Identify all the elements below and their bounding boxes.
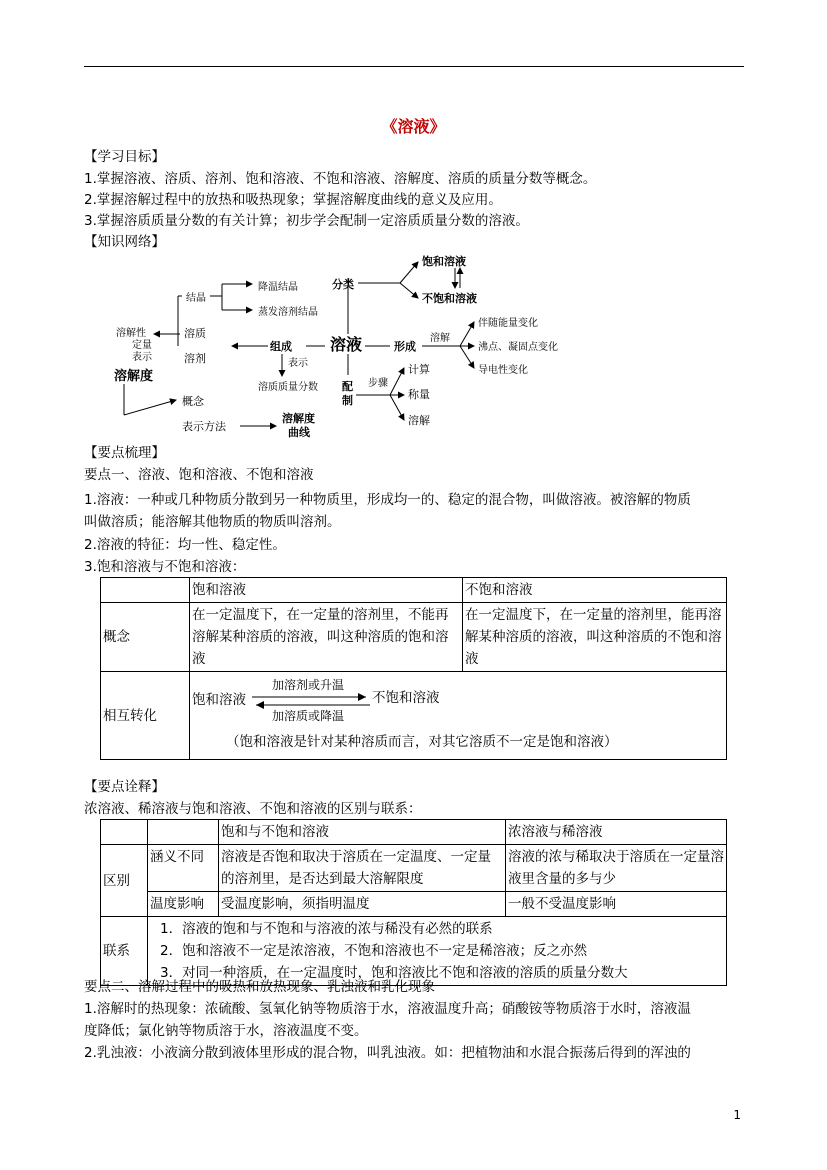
evap-crystal-node: 蒸发溶剂结晶 (258, 307, 318, 318)
center-node: 溶液 (330, 335, 363, 354)
t1-head-empty (101, 578, 190, 603)
energy-node: 伴随能量变化 (478, 318, 538, 329)
t1-concept-saturated: 在一定温度下，在一定量的溶剂里，不能再溶解某种溶质的溶液，叫这种溶质的饱和溶液 (190, 603, 463, 672)
prepare-label-1: 配 (342, 380, 353, 393)
crystal-node: 结晶 (186, 293, 206, 304)
goals-header: 【学习目标】 (84, 149, 165, 165)
solubility-node: 溶解度 (114, 369, 154, 384)
point1-3: 3.饱和溶液与不饱和溶液： (84, 559, 246, 575)
explain-header: 【要点诠释】 (84, 779, 165, 795)
point1-1a: 1.溶液：一种或几种物质分散到另一种物质里，形成均一的、稳定的混合物，叫做溶液。被溶解的物质 (84, 492, 691, 508)
t2-row2-saturation: 受温度影响，须指明温度 (219, 892, 506, 917)
t2-head-empty-1 (101, 820, 148, 845)
t2-link-label: 联系 (101, 917, 148, 986)
t2-row2-concentration: 一般不受温度影响 (506, 892, 727, 917)
t2-row1-concentration: 溶液的浓与稀取决于溶质在一定量溶液里含量的多与少 (506, 845, 727, 892)
solubility-hint-2: 定量 (132, 340, 152, 351)
t2-row1-label: 涵义不同 (148, 845, 219, 892)
solubility-hint-3: 表示 (132, 352, 152, 363)
saturation-table (100, 577, 727, 760)
solubility-hint-1: 溶解性 (116, 328, 146, 339)
page-number: 1 (733, 1108, 741, 1122)
solute-node: 溶质 (184, 327, 206, 340)
summary-header: 【要点梳理】 (84, 445, 165, 461)
unsaturated-node: 不饱和溶液 (422, 292, 477, 305)
calc-node: 计算 (408, 363, 430, 376)
solvent-node: 溶剂 (184, 352, 206, 365)
point2-2: 2.乳浊液：小液滴分散到液体里形成的混合物，叫乳浊液。如：把植物油和水混合振荡后得到的浑浊的 (84, 1045, 691, 1061)
t1-concept-unsaturated: 在一定温度下，在一定量的溶剂里，能再溶解某种溶质的溶液，叫这种溶质的不饱和溶液 (463, 603, 727, 672)
curve-node-1: 溶解度 (282, 412, 315, 425)
saturated-node: 饱和溶液 (422, 255, 466, 268)
cool-crystal-node: 降温结晶 (258, 282, 298, 293)
explain-intro: 浓溶液、稀溶液与饱和溶液、不饱和溶液的区别与联系： (84, 801, 422, 817)
conv-right: 不饱和溶液 (372, 689, 440, 706)
dissolve2-node: 溶解 (408, 414, 430, 427)
conv-bottom: 加溶质或降温 (272, 708, 345, 723)
point2-1b: 度降低；氯化钠等物质溶于水，溶液温度不变。 (84, 1023, 368, 1039)
point1-2: 2.溶液的特征：均一性、稳定性。 (84, 537, 286, 553)
t1-convert-label: 相互转化 (101, 672, 190, 760)
t1-convert-cell (190, 672, 727, 760)
bp-fp-node: 沸点、凝固点变化 (478, 342, 558, 353)
point2-title: 要点二、溶解过程中的吸热和放热现象、乳浊液和乳化现象 (84, 979, 435, 995)
t1-head-saturated: 饱和溶液 (190, 578, 463, 603)
goal-2: 2.掌握溶解过程中的放热和吸热现象；掌握溶解度曲线的意义及应用。 (84, 192, 502, 208)
weigh-node: 称量 (408, 388, 430, 401)
comparison-table (100, 819, 727, 986)
dissolve-label: 溶解 (430, 333, 450, 344)
t2-head-saturation: 饱和与不饱和溶液 (219, 820, 506, 845)
t2-link-1: 1．溶液的饱和与不饱和与溶液的浓与稀没有必然的联系 (160, 921, 493, 937)
t2-link-2: 2．饱和溶液不一定是浓溶液，不饱和溶液也不一定是稀溶液；反之亦然 (160, 943, 588, 959)
express-method-node: 表示方法 (182, 420, 226, 433)
goal-3: 3.掌握溶质质量分数的有关计算；初步学会配制一定溶质质量分数的溶液。 (84, 213, 529, 229)
express-label: 表示 (288, 358, 308, 369)
concept-node: 概念 (182, 395, 204, 408)
conv-left: 饱和溶液 (192, 691, 246, 708)
prepare-label-2: 制 (342, 394, 353, 407)
steps-label: 步骤 (368, 378, 388, 389)
t2-row1-saturation: 溶液是否饱和取决于溶质在一定温度、一定量的溶剂里，是否达到最大溶解限度 (219, 845, 506, 892)
conduct-node: 导电性变化 (478, 365, 528, 376)
form-label: 形成 (394, 340, 416, 353)
point1-1b: 叫做溶质；能溶解其他物质的物质叫溶剂。 (84, 514, 341, 530)
curve-node-2: 曲线 (288, 426, 310, 439)
mass-fraction-node: 溶质质量分数 (258, 382, 318, 393)
classify-label: 分类 (332, 278, 354, 291)
t1-head-unsaturated: 不饱和溶液 (463, 578, 727, 603)
t2-head-concentration: 浓溶液与稀溶液 (506, 820, 727, 845)
point1-title: 要点一、溶液、饱和溶液、不饱和溶液 (84, 467, 314, 483)
t2-link-3: 3．对同一种溶质，在一定温度时，饱和溶液比不饱和溶液的溶质的质量分数大 (160, 965, 628, 981)
t2-diff-label: 区别 (101, 845, 148, 917)
conv-top: 加溶剂或升温 (272, 677, 345, 692)
network-header: 【知识网络】 (84, 234, 165, 250)
conv-note: （饱和溶液是针对某种溶质而言，对其它溶质不一定是饱和溶液） (226, 733, 618, 750)
t2-row2-label: 温度影响 (148, 892, 219, 917)
composition-label: 组成 (270, 340, 292, 353)
header-rule (84, 66, 744, 67)
point2-1a: 1.溶解时的热现象：浓硫酸、氢氧化钠等物质溶于水，溶液温度升高；硝酸铵等物质溶于水时，溶液温 (84, 1001, 691, 1017)
knowledge-network-diagram (110, 250, 590, 440)
page-title: 《溶液》 (381, 117, 446, 136)
t1-concept-label: 概念 (101, 603, 190, 672)
goal-1: 1.掌握溶液、溶质、溶剂、饱和溶液、不饱和溶液、溶解度、溶质的质量分数等概念。 (84, 171, 597, 187)
t2-head-empty-2 (148, 820, 219, 845)
